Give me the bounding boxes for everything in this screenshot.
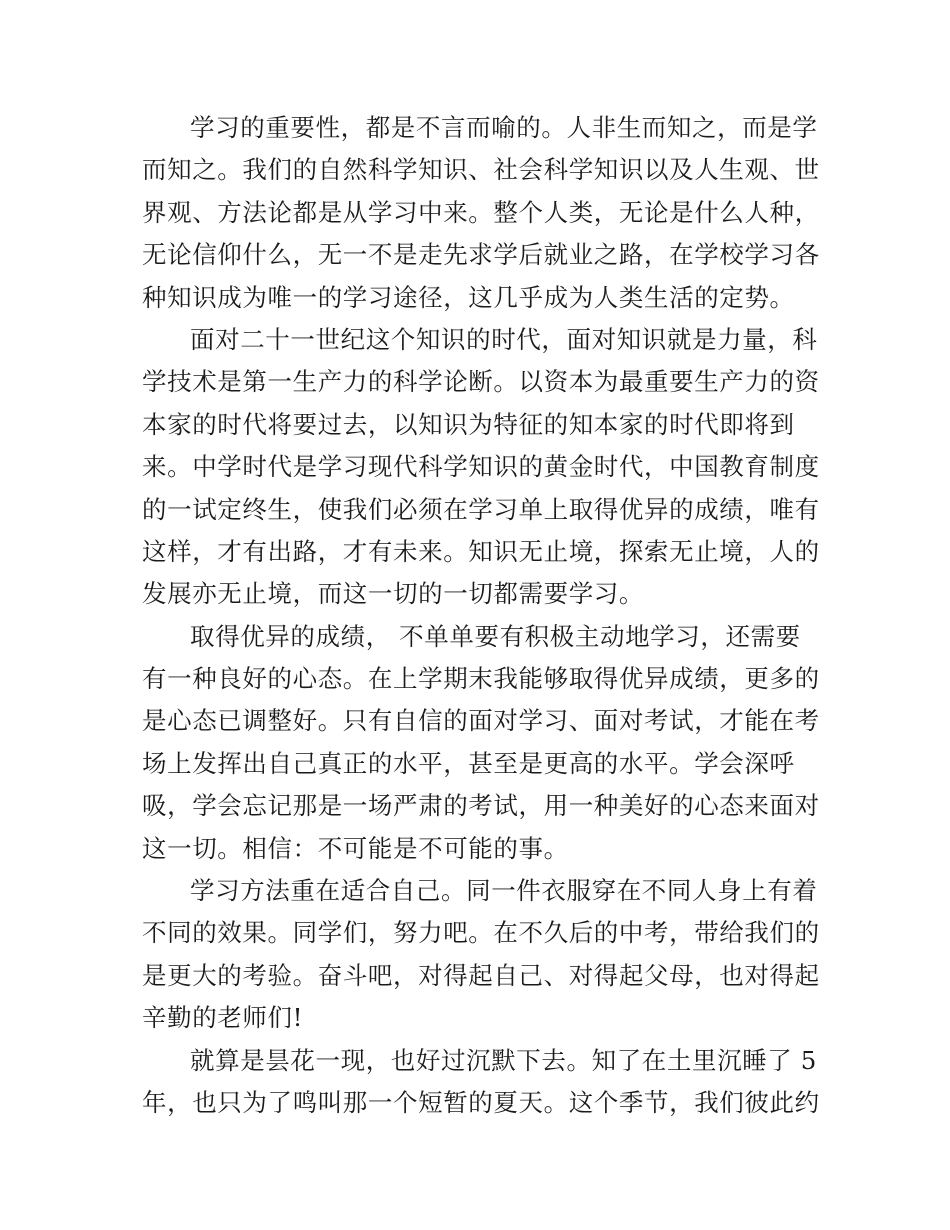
text-line: 年，也只为了鸣叫那一个短暂的夏天。这个季节，我们彼此约 bbox=[142, 1087, 820, 1117]
text-line: 学习的重要性，都是不言而喻的。人非生而知之，而是学 bbox=[190, 113, 818, 142]
text-line: 而知之。我们的自然科学知识、社会科学知识以及人生观、世 bbox=[142, 155, 820, 185]
text-line: 发展亦无止境，而这一切的一切都需要学习。 bbox=[142, 579, 644, 609]
text-line: 辛勤的老师们! bbox=[142, 1003, 304, 1033]
text-line: 就算是昙花一现，也好过沉默下去。知了在土里沉睡了 5 bbox=[190, 1045, 817, 1075]
text-line: 场上发挥出自己真正的水平，甚至是更高的水平。学会深呼 bbox=[142, 748, 795, 778]
text-line: 取得优异的成绩， 不单单要有积极主动地学习，还需要 bbox=[190, 621, 801, 651]
text-line: 学技术是第一生产力的科学论断。以资本为最重要生产力的资 bbox=[142, 367, 820, 397]
text-line: 这样，才有出路，才有未来。知识无止境，探索无止境，人的 bbox=[142, 536, 820, 566]
document-body bbox=[142, 107, 820, 1124]
paragraph-2 bbox=[142, 319, 820, 616]
text-line: 无论信仰什么，无一不是走先求学后就业之路，在学校学习各 bbox=[142, 240, 820, 270]
text-line: 学习方法重在适合自己。同一件衣服穿在不同人身上有着 bbox=[190, 876, 818, 906]
text-line: 本家的时代将要过去，以知识为特征的知本家的时代即将到 bbox=[142, 409, 795, 439]
text-line: 这一切。相信：不可能是不可能的事。 bbox=[142, 833, 569, 863]
text-line: 来。中学时代是学习现代科学知识的黄金时代，中国教育制度 bbox=[142, 452, 820, 482]
text-line: 界观、方法论都是从学习中来。整个人类，无论是什么人种， bbox=[142, 197, 820, 227]
text-line: 是更大的考验。奋斗吧，对得起自己、对得起父母，也对得起 bbox=[142, 960, 820, 990]
paragraph-1 bbox=[142, 107, 820, 319]
paragraph-4 bbox=[142, 870, 820, 1040]
text-line: 面对二十一世纪这个知识的时代，面对知识就是力量，科 bbox=[190, 324, 818, 354]
paragraph-5 bbox=[142, 1040, 820, 1125]
paragraph-3 bbox=[142, 616, 820, 870]
text-line: 的一试定终生，使我们必须在学习单上取得优异的成绩，唯有 bbox=[142, 494, 820, 524]
text-line: 是心态已调整好。只有自信的面对学习、面对考试，才能在考 bbox=[142, 706, 820, 736]
text-line: 吸，学会忘记那是一场严肃的考试，用一种美好的心态来面对 bbox=[142, 791, 820, 821]
text-line: 有一种良好的心态。在上学期末我能够取得优异成绩，更多的 bbox=[142, 664, 820, 694]
text-line: 不同的效果。同学们，努力吧。在不久后的中考，带给我们的 bbox=[142, 918, 820, 948]
text-line: 种知识成为唯一的学习途径，这几乎成为人类生活的定势。 bbox=[142, 282, 795, 312]
